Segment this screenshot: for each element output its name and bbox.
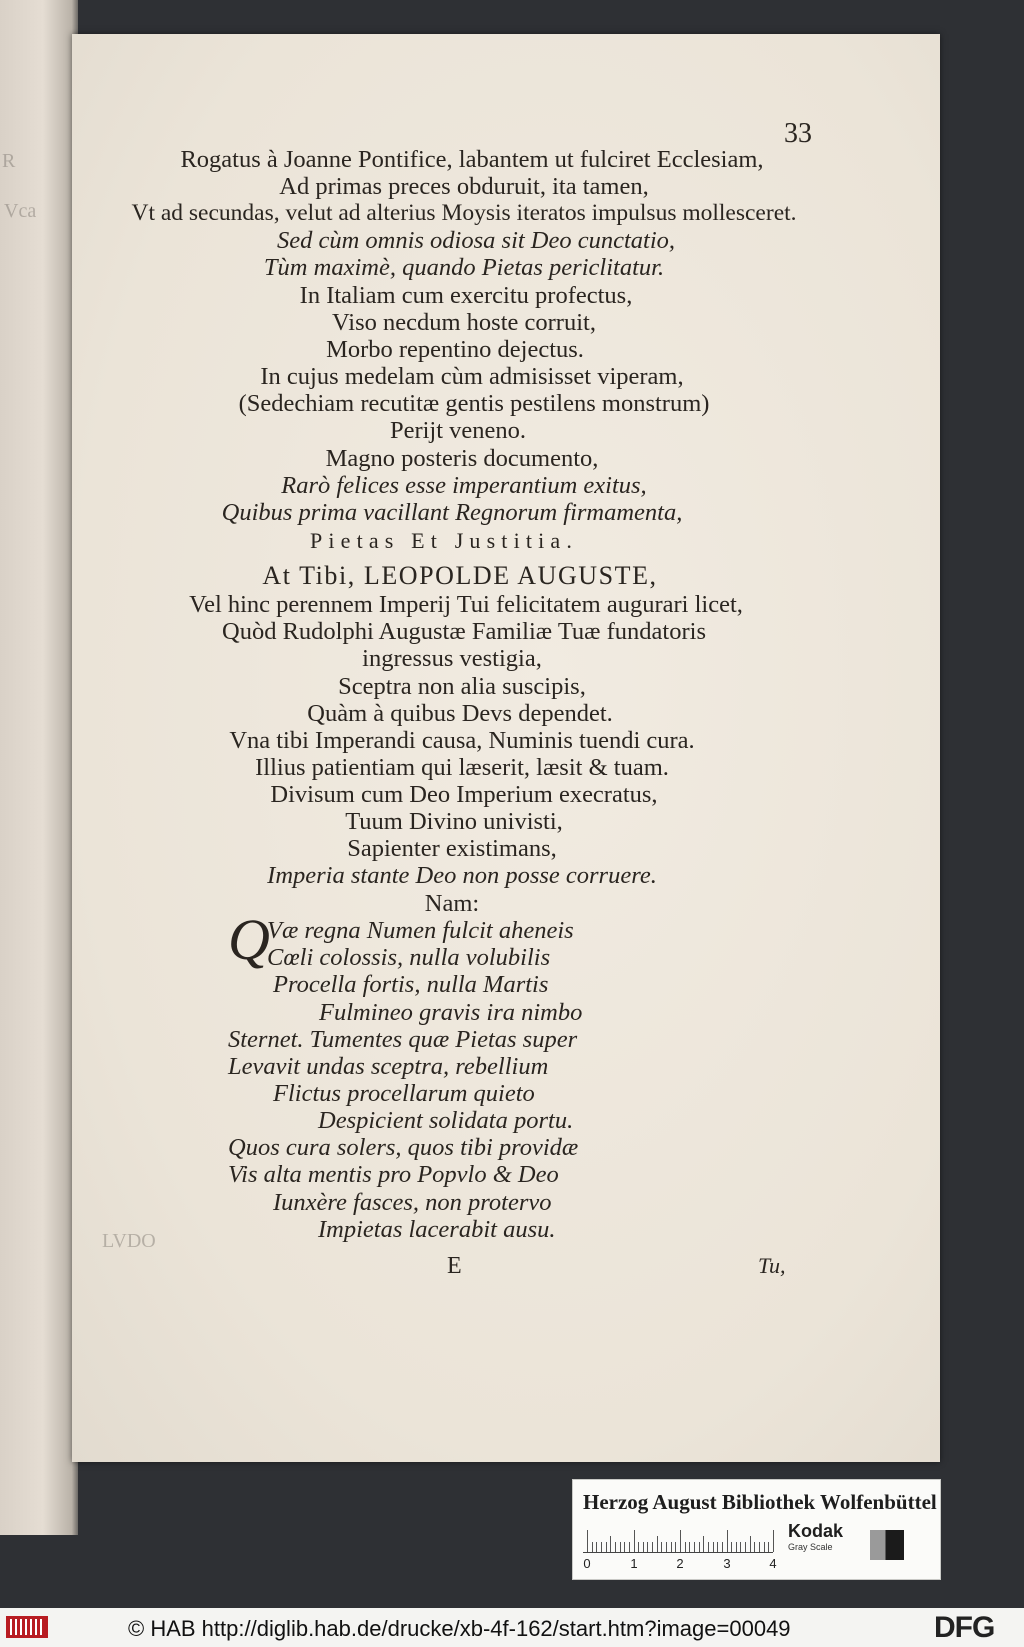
ruler-tick <box>759 1542 760 1552</box>
dfg-logo: DFG <box>934 1611 995 1644</box>
library-name: Herzog August Bibliothek Wolfenbüttel <box>583 1490 937 1514</box>
text-line: Rogatus à Joanne Pontifice, labantem ut fulciret Ecclesiam, <box>180 146 764 173</box>
ruler-tick <box>713 1542 714 1552</box>
verse-line: Sternet. Tumentes quæ Pietas super <box>228 1026 578 1053</box>
ruler-tick <box>666 1542 667 1552</box>
ruler-number: 4 <box>769 1556 777 1571</box>
text-line: Sapienter existimans, <box>347 835 557 862</box>
ruler-tick <box>587 1530 588 1552</box>
verse-line: Fulmineo gravis ira nimbo <box>319 999 583 1026</box>
copyright-url[interactable]: © HAB http://diglib.hab.de/drucke/xb-4f-162/start.htm?image=00049 <box>128 1616 791 1641</box>
text-line: Vt ad secundas, velut ad alterius Moysis iteratos impulsus mollesceret. <box>131 200 797 226</box>
text-line: Perijt veneno. <box>389 417 527 444</box>
gray-scale-caption: Gray Scale <box>788 1542 833 1552</box>
verse-line: Cœli colossis, nulla volubilis <box>267 944 551 971</box>
document-page <box>72 34 940 1462</box>
text-line: Imperia stante Deo non posse corruere. <box>267 862 657 889</box>
text-line: Sceptra non alia suscipis, <box>338 673 586 700</box>
ruler-tick <box>736 1542 737 1552</box>
ruler-tick <box>773 1530 774 1552</box>
ruler-tick <box>624 1542 625 1552</box>
ruler-tick <box>768 1542 769 1552</box>
ruler-tick <box>717 1542 718 1552</box>
ruler-tick <box>694 1542 695 1552</box>
text-line: (Sedechiam recutitæ gentis pestilens monstrum) <box>238 390 710 417</box>
ruler-tick <box>745 1542 746 1552</box>
ruler-tick <box>610 1536 611 1552</box>
ruler-tick <box>675 1542 676 1552</box>
scale-ruler <box>583 1526 773 1553</box>
ruler-tick <box>634 1530 635 1552</box>
catchword: Tu, <box>758 1253 786 1278</box>
bleed-through-text: LVDO <box>102 1230 156 1252</box>
text-line: Nam: <box>424 890 480 917</box>
text-line: Divisum cum Deo Imperium execratus, <box>270 781 658 808</box>
verse-line: Despicient solidata portu. <box>318 1107 574 1134</box>
text-line: Morbo repentino dejectus. <box>326 336 584 363</box>
ruler-tick <box>615 1542 616 1552</box>
ruler-tick <box>731 1542 732 1552</box>
kodak-name: Kodak <box>788 1521 844 1541</box>
verse-line: Væ regna Numen fulcit aheneis <box>267 917 574 944</box>
text-line: Viso necdum hoste corruit, <box>332 309 596 336</box>
kodak-mark <box>788 1522 843 1552</box>
ruler-tick <box>708 1542 709 1552</box>
ruler-tick <box>601 1542 602 1552</box>
text-line: Magno posteris documento, <box>325 445 599 472</box>
ruler-tick <box>661 1542 662 1552</box>
text-line: Pietas Et Justitia. <box>310 528 578 553</box>
ruler-tick <box>764 1542 765 1552</box>
verse-line: Quos cura solers, quos tibi providæ <box>228 1134 579 1161</box>
text-line: Quòd Rudolphi Augustæ Familiæ Tuæ fundatoris <box>222 618 706 645</box>
footer-bar <box>0 1608 1024 1647</box>
signature-mark: E <box>447 1253 462 1279</box>
ruler-tick <box>643 1542 644 1552</box>
ruler-tick <box>657 1536 658 1552</box>
ruler-number: 1 <box>630 1556 638 1571</box>
ruler-tick <box>638 1542 639 1552</box>
ghost-text: Vca <box>4 200 37 222</box>
verse-line: Impietas lacerabit ausu. <box>318 1216 556 1243</box>
text-line: Illius patientiam qui læserit, læsit & tuam. <box>255 754 669 781</box>
verse-line: Procella fortis, nulla Martis <box>273 971 549 998</box>
text-line: In Italiam cum exercitu profectus, <box>299 282 633 309</box>
ruler-tick <box>754 1542 755 1552</box>
ruler-tick <box>629 1542 630 1552</box>
page-number: 33 <box>784 118 812 149</box>
ruler-tick <box>596 1542 597 1552</box>
text-line: ingressus vestigia, <box>362 645 542 672</box>
text-line: In cujus medelam cùm admisisset viperam, <box>260 363 684 390</box>
text-line: At Tibi, LEOPOLDE AUGUSTE, <box>262 561 658 590</box>
ruler-tick <box>680 1530 681 1552</box>
ruler-tick <box>592 1542 593 1552</box>
ruler-tick <box>647 1542 648 1552</box>
verse-line: Levavit undas sceptra, rebellium <box>228 1053 549 1080</box>
ruler-tick <box>689 1542 690 1552</box>
hab-logo-icon <box>6 1614 48 1640</box>
verse-line: Flictus procellarum quieto <box>273 1080 535 1107</box>
ghost-text: R <box>2 150 16 172</box>
library-label <box>572 1479 941 1580</box>
previous-page-edge <box>0 0 78 1535</box>
ruler-number: 2 <box>676 1556 684 1571</box>
gray-scale-patch <box>870 1530 904 1560</box>
text-line: Ad primas preces obduruit, ita tamen, <box>279 173 649 200</box>
ruler-tick <box>606 1542 607 1552</box>
text-line: Vel hinc perennem Imperij Tui felicitatem augurari licet, <box>189 591 743 618</box>
verse-line: Iunxère fasces, non protervo <box>273 1189 552 1216</box>
ruler-tick <box>727 1530 728 1552</box>
ruler-tick <box>652 1542 653 1552</box>
ruler-tick <box>620 1542 621 1552</box>
text-line: Rarò felices esse imperantium exitus, <box>281 472 647 499</box>
ruler-number: 0 <box>583 1556 591 1571</box>
text-line: Quàm à quibus Devs dependet. <box>307 700 613 727</box>
text-line: Quibus prima vacillant Regnorum firmamenta, <box>221 499 683 526</box>
drop-cap: Q <box>228 907 270 972</box>
ruler-tick <box>703 1536 704 1552</box>
text-line: Vna tibi Imperandi causa, Numinis tuendi cura. <box>229 727 695 754</box>
ruler-tick <box>671 1542 672 1552</box>
text-line: Sed cùm omnis odiosa sit Deo cunctatio, <box>276 227 676 254</box>
ruler-tick <box>685 1542 686 1552</box>
ruler-tick <box>722 1542 723 1552</box>
ruler-tick <box>699 1542 700 1552</box>
ruler-number: 3 <box>723 1556 731 1571</box>
text-line: Tùm maximè, quando Pietas periclitatur. <box>263 254 665 281</box>
ruler-tick <box>740 1542 741 1552</box>
text-line: Tuum Divino univisti, <box>345 808 563 835</box>
ruler-tick <box>750 1536 751 1552</box>
verse-line: Vis alta mentis pro Popvlo & Deo <box>228 1161 559 1188</box>
